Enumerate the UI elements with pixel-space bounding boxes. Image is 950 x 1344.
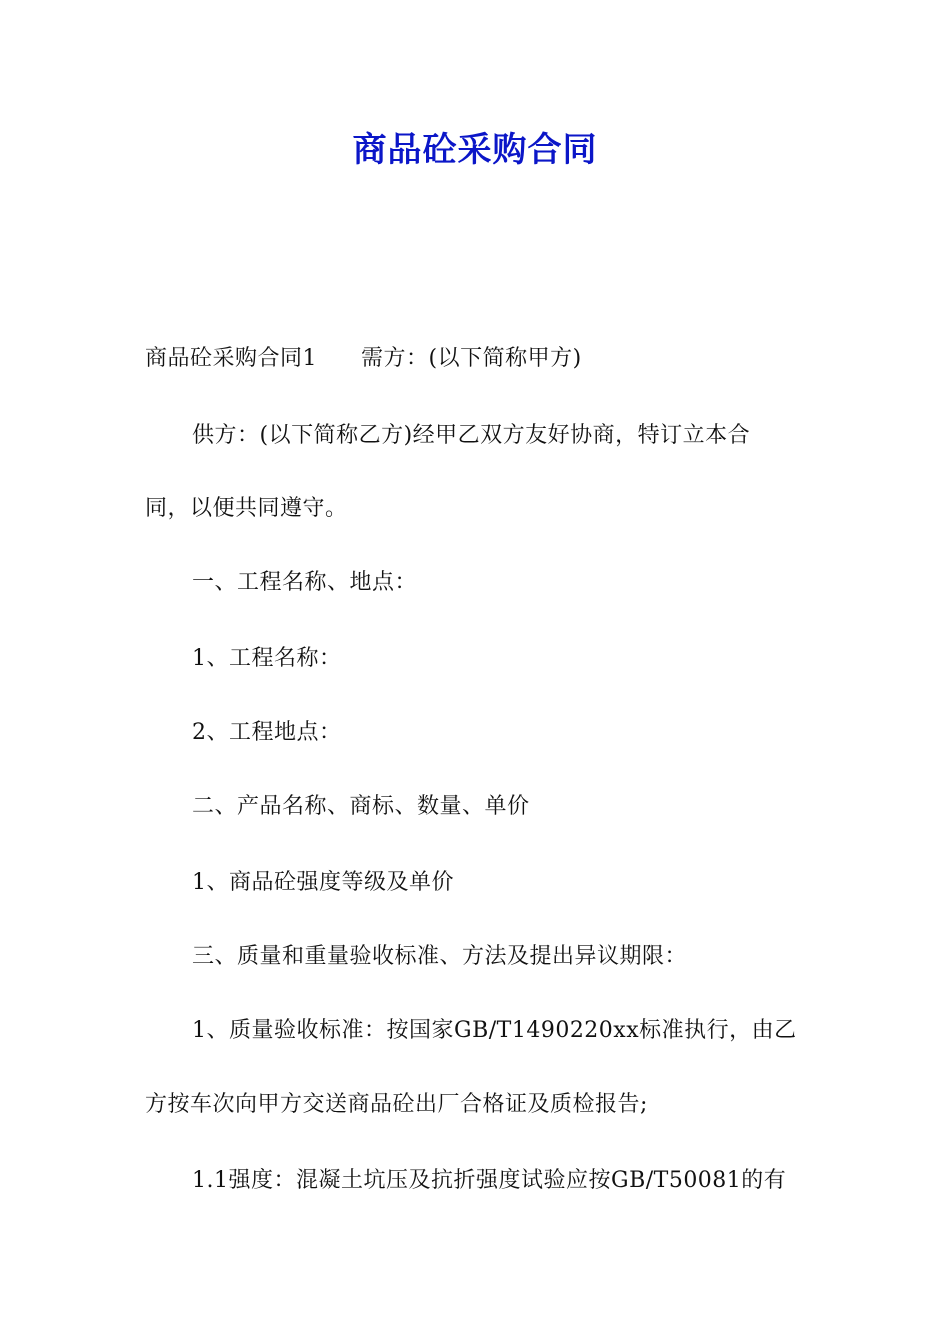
document-title: 商品砼采购合同: [352, 130, 598, 170]
quality-standard-line-2: 方按车次向甲方交送商品砼出厂合格证及质检报告;: [145, 1092, 648, 1117]
supplier-paragraph-line-2: 同，以便共同遵守。: [145, 496, 348, 521]
project-location-item: 2、工程地点：: [192, 720, 342, 745]
buyer-label: 需方：(以下简称甲方): [361, 346, 582, 371]
contract-number-label: 商品砼采购合同1: [145, 346, 317, 371]
project-name-item: 1、工程名称：: [192, 646, 342, 671]
strength-clause-line: 1.1强度：混凝土坑压及抗折强度试验应按GB/T50081的有: [192, 1168, 787, 1193]
contract-heading-line: [145, 344, 582, 374]
section-1-heading: 一、工程名称、地点：: [192, 570, 418, 595]
quality-standard-line-1: 1、质量验收标准：按国家GB/T1490220xx标准执行，由乙: [192, 1018, 797, 1043]
supplier-paragraph-line-1: 供方：(以下简称乙方)经甲乙双方友好协商，特订立本合: [192, 423, 751, 448]
strength-grade-item: 1、商品砼强度等级及单价: [192, 870, 454, 895]
section-2-heading: 二、产品名称、商标、数量、单价: [192, 794, 530, 819]
section-3-heading: 三、质量和重量验收标准、方法及提出异议期限：: [192, 944, 688, 969]
